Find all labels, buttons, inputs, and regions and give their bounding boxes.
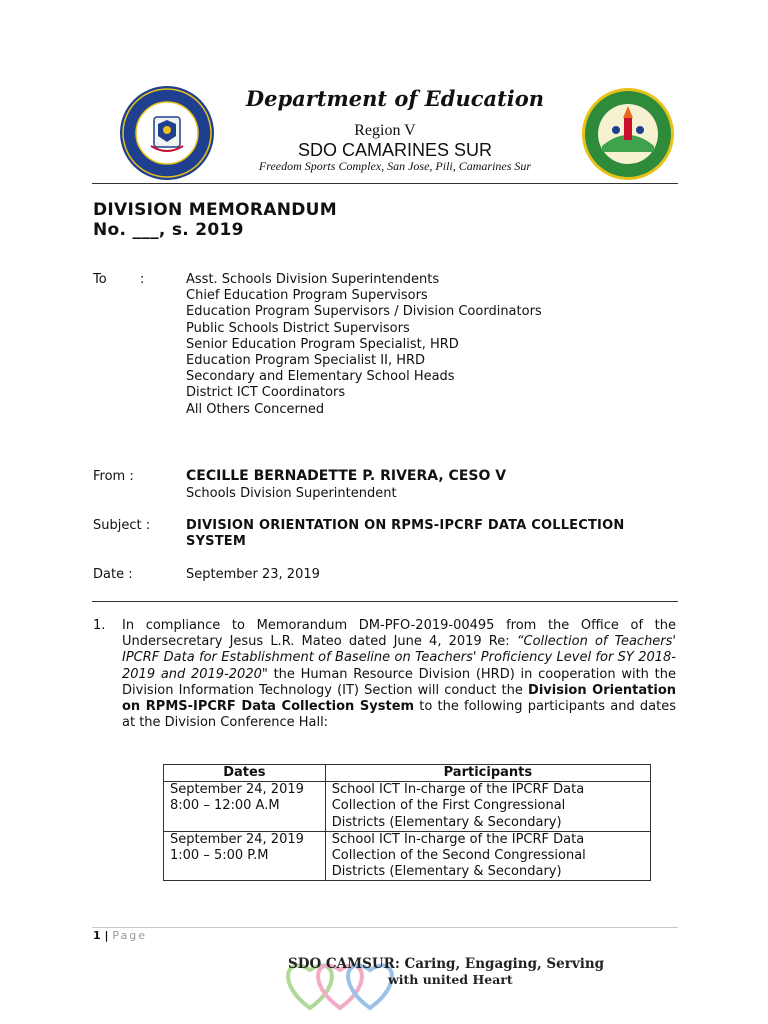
list-item: Education Program Specialist II, HRD [186,353,426,369]
recipients-list [186,272,542,418]
memo-title: DIVISION MEMORANDUM [93,200,337,220]
paragraph-number: 1. [93,618,106,633]
schedule-date: September 24, 2019 [170,782,304,798]
schedule-participants-cell [325,831,650,881]
participants-line: Collection of the First Congressional [331,798,566,814]
region-label: Region V [354,122,416,139]
list-item: Education Program Supervisors / Division Coordinators [186,304,542,320]
sender-name: CECILLE BERNADETTE P. RIVERA, CESO V [186,468,507,484]
participants-line: Districts (Elementary & Secondary) [331,814,562,830]
office-address: Freedom Sports Complex, San Jose, Pili, Camarines Sur [258,159,532,173]
page-number-value: 1 [93,929,101,942]
subject-line-2: SYSTEM [186,534,247,550]
subject-label: Subject : [93,518,151,533]
memo-number: No. ___, s. 2019 [93,220,244,240]
list-item: Senior Education Program Specialist, HRD [186,336,459,352]
to-colon: : [140,272,145,287]
body-text-1: In compliance to Memorandum DM-PFO-2019-00495 from the Office of the Undersecretary Jesus L.R. Mateo dated June 4, 2019 Re: [122,618,676,650]
to-label: To [93,272,107,287]
list-item: Asst. Schools Division Superintendents [186,272,440,287]
table-row [164,831,651,881]
date-label: Date : [93,567,133,582]
column-header-dates: Dates [164,765,326,782]
body-divider [92,601,678,602]
page-number [93,929,147,942]
schedule-participants-cell [325,782,650,832]
list-item: Chief Education Program Supervisors [186,288,428,304]
table-row [164,782,651,832]
department-title: Department of Education [245,86,545,111]
list-item: Secondary and Elementary School Heads [186,369,455,385]
subject-line-1: DIVISION ORIENTATION ON RPMS-IPCRF DATA COLLECTION [186,518,625,533]
slogan-brand: SDO CAMSUR [288,956,395,972]
schedule-date-cell [164,782,326,832]
table-header-row [164,765,651,782]
body-text-2: the Human Resource Division (HRD) in cooperation with the Division Information Technology (IT) Section will conduct the [122,666,676,698]
schedule-time: 8:00 – 12:00 A.M [170,798,280,814]
deped-seal-logo [118,84,216,182]
schedule-date-cell [164,831,326,881]
participants-line: School ICT In-charge of the IPCRF Data [331,782,585,798]
schedule-table [163,764,651,881]
memo-reference-title: “Collection of Teachers' IPCRF Data for Establishment of Baseline on Teachers' Proficiency Level for SY 2018-2019 and 2019-2020" [122,634,676,682]
subject-text [186,518,678,550]
activity-title: Division Orientation on RPMS-IPCRF Data Collection System [122,682,677,715]
schedule-date: September 24, 2019 [170,831,304,847]
list-item: Public Schools District Supervisors [186,320,410,336]
page-word: Page [112,929,147,942]
schedule-time: 1:00 – 5:00 P.M [170,848,269,864]
memo-date: September 23, 2019 [186,567,320,582]
body-text-3: to the following participants and dates at the Division Conference Hall: [122,699,676,731]
list-item: District ICT Coordinators [186,385,346,401]
body-paragraph [122,618,676,731]
participants-line: Collection of the Second Congressional [331,848,586,864]
column-header-participants: Participants [325,765,650,782]
footer-slogan-line-2: with united Heart [388,972,513,987]
participants-line: Districts (Elementary & Secondary) [331,864,562,880]
from-label: From : [93,469,134,484]
sender-position: Schools Division Superintendent [186,486,397,501]
page-separator: | [100,929,113,942]
sdo-camsur-seal-logo [580,86,676,182]
list-item: All Others Concerned [186,401,325,417]
header-divider [92,183,678,184]
footer-slogan [288,956,604,972]
division-office-name: SDO CAMARINES SUR [297,140,493,160]
footer-divider [92,927,678,928]
participants-line: School ICT In-charge of the IPCRF Data [331,831,585,847]
slogan-text: : Caring, Engaging, Serving [394,956,605,972]
